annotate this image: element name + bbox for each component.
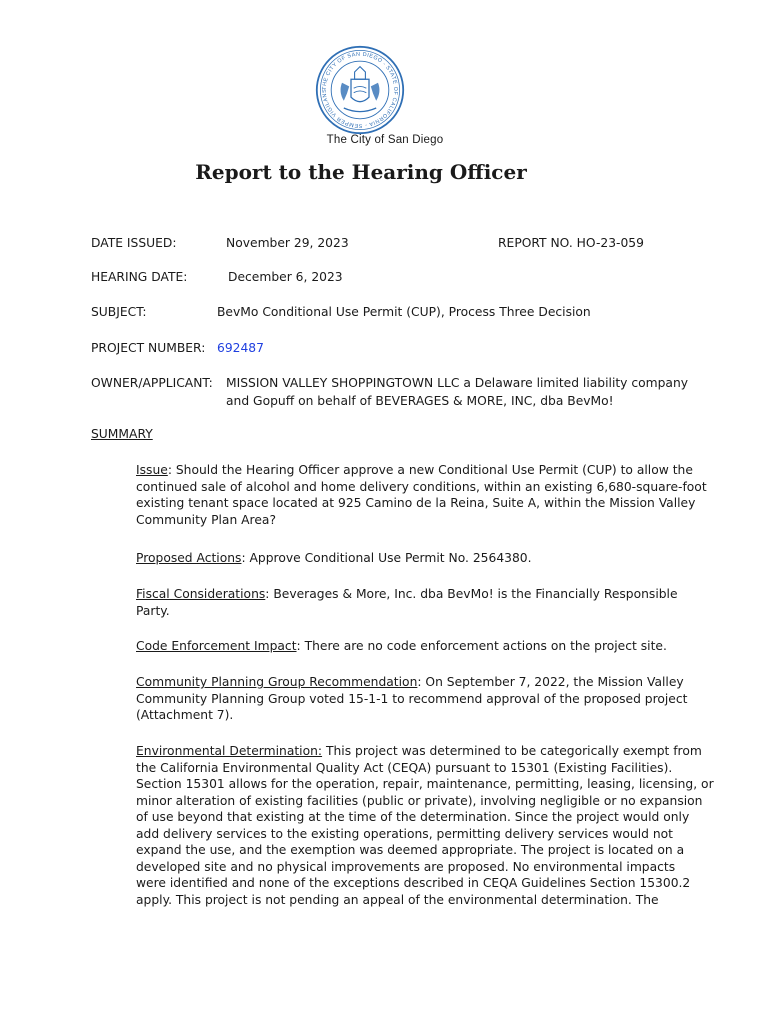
report-number: REPORT NO. HO-23-059 [498, 236, 644, 250]
date-issued-label: DATE ISSUED: [91, 236, 177, 250]
environmental-text: minor alteration of existing facilities (public or private), involving negligible or no expansion [136, 793, 703, 808]
project-number-link[interactable]: 692487 [217, 341, 264, 355]
environmental-text: expand the use, and the exemption was deemed appropriate. The project is located on a [136, 843, 685, 857]
issue-label: Issue [136, 463, 168, 477]
issue-text: Community Plan Area? [136, 512, 276, 527]
fiscal-text: Party. [136, 603, 170, 618]
code-enforcement-text: : There are no code enforcement actions on the project site. [296, 639, 667, 653]
proposed-actions-label: Proposed Actions [136, 551, 242, 565]
issue-paragraph [136, 462, 707, 528]
environmental-text: of use beyond that existing at the time of the determination. Since the project would only [136, 810, 690, 824]
community-planning-paragraph [136, 674, 696, 724]
issue-text: existing tenant space located at 925 Camino de la Reina, Suite A, within the Mission Valley [136, 496, 696, 510]
owner-applicant-label: OWNER/APPLICANT: [91, 376, 213, 390]
report-title: Report to the Hearing Officer [195, 160, 527, 184]
environmental-text: This project was determined to be categorically exempt from [322, 744, 702, 758]
seal-text: THE CITY OF SAN DIEGO - STATE OF CALIFORNIA - SEMPER VIGILANS [321, 51, 399, 129]
hearing-date-value: December 6, 2023 [228, 270, 343, 284]
environmental-paragraph [136, 743, 714, 908]
hearing-date-label: HEARING DATE: [91, 270, 188, 284]
fiscal-label: Fiscal Considerations [136, 587, 266, 601]
subject-value: BevMo Conditional Use Permit (CUP), Process Three Decision [217, 305, 591, 319]
project-number-label: PROJECT NUMBER: [91, 341, 206, 355]
fiscal-text: : Beverages & More, Inc. dba BevMo! is the Financially Responsible [265, 587, 678, 601]
code-enforcement-label: Code Enforcement Impact [136, 639, 297, 653]
environmental-text: Section 15301 allows for the operation, repair, maintenance, permitting, leasing, licensing, or [136, 777, 714, 791]
community-planning-text: : On September 7, 2022, the Mission Valley [417, 675, 684, 689]
svg-text:THE CITY OF SAN DIEGO - STATE [322, 52, 398, 128]
fiscal-paragraph [136, 586, 696, 619]
date-issued-value: November 29, 2023 [226, 236, 349, 250]
issue-text: : Should the Hearing Officer approve a new Conditional Use Permit (CUP) to allow the [167, 463, 693, 477]
summary-heading: SUMMARY [91, 427, 153, 441]
code-enforcement-paragraph [136, 638, 696, 655]
proposed-actions-text: : Approve Conditional Use Permit No. 2564380. [241, 551, 532, 565]
environmental-text: developed site and no physical improvements are proposed. No environmental impacts [136, 859, 676, 874]
city-seal-icon [315, 45, 405, 135]
environmental-text: were identified and none of the exceptions described in CEQA Guidelines Section 15300.2 [136, 876, 691, 890]
community-planning-label: Community Planning Group Recommendation [136, 675, 418, 689]
proposed-actions-paragraph [136, 550, 696, 567]
owner-applicant-line-1: MISSION VALLEY SHOPPINGTOWN LLC a Delaware limited liability company [226, 376, 689, 390]
environmental-text: the California Environmental Quality Act (CEQA) pursuant to 15301 (Existing Facilities). [136, 760, 673, 775]
city-name: The City of San Diego [326, 134, 444, 146]
community-planning-text: (Attachment 7). [136, 708, 234, 722]
community-planning-text: Community Planning Group voted 15-1-1 to recommend approval of the proposed project [136, 691, 688, 706]
environmental-text: apply. This project is not pending an appeal of the environmental determination. The [136, 892, 659, 907]
subject-label: SUBJECT: [91, 305, 147, 319]
environmental-label: Environmental Determination: [136, 744, 323, 758]
issue-text: continued sale of alcohol and home delivery conditions, within an existing 6,680-square-foot [136, 479, 707, 494]
environmental-text: add delivery services to the existing operations, permitting delivery services would not [136, 826, 673, 841]
owner-applicant-line-2: and Gopuff on behalf of BEVERAGES & MORE, INC, dba BevMo! [226, 394, 614, 408]
